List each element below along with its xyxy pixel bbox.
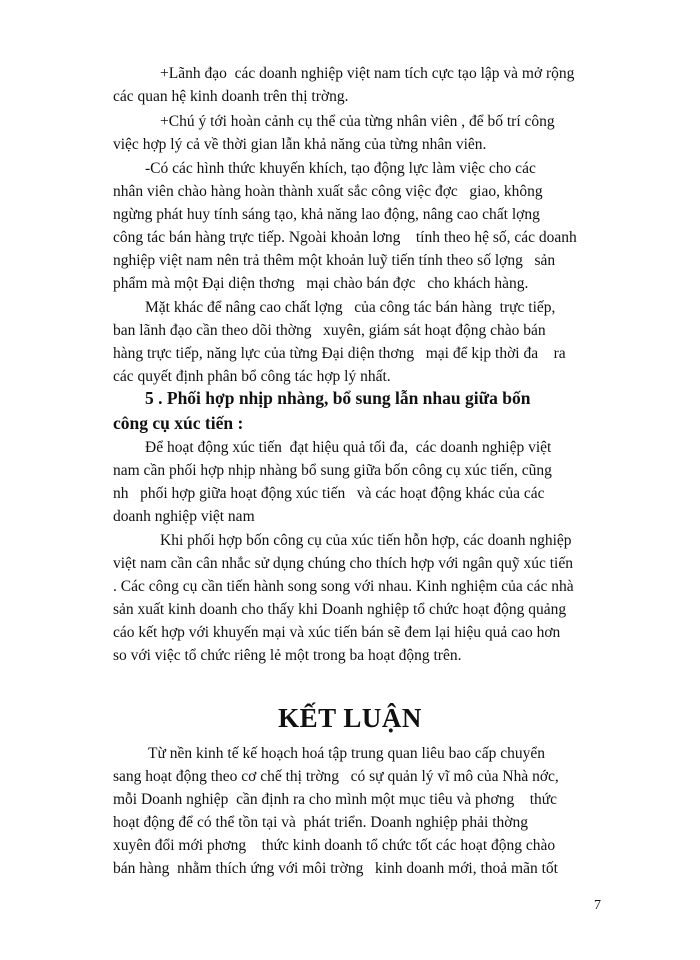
text-line: so với việc tổ chức riêng lẻ một trong ba hoạt động trên.	[113, 647, 462, 664]
text-line: Mặt khác để nâng cao chất lợng của công tác bán hàng trực tiếp,	[145, 299, 556, 316]
section-heading: 5 . Phối hợp nhịp nhàng, bổ sung lẫn nhau giữa bốn	[145, 388, 531, 408]
text-line: . Các công cụ cần tiến hành song song với nhau. Kinh nghiệm của các nhà	[113, 578, 574, 595]
text-line: ban lãnh đạo cần theo dõi thờng xuyên, giám sát hoạt động chào bán	[113, 322, 546, 339]
text-line: Khi phối hợp bốn công cụ của xúc tiến hỗn hợp, các doanh nghiệp	[160, 532, 572, 549]
text-line: +Lãnh đạo các doanh nghiệp việt nam tích cực tạo lập và mở rộng	[160, 65, 575, 82]
text-line: hoạt động để có thể tồn tại và phát triển. Doanh nghiệp phải thờng	[113, 814, 528, 831]
text-line: các quyết định phân bổ công tác hợp lý nhất.	[113, 368, 391, 385]
page-number: 7	[594, 898, 601, 913]
text-line: nghiệp việt nam nên trả thêm một khoản luỹ tiến tính theo số lợng sản	[113, 252, 556, 269]
text-line: bán hàng nhằm thích ứng với môi trờng kinh doanh mới, thoả mãn tốt	[113, 860, 558, 877]
text-line: việt nam cần cân nhắc sử dụng chúng cho thích hợp với ngân quỹ xúc tiến	[113, 555, 573, 572]
text-line: hàng trực tiếp, năng lực của từng Đại diện thơng mại để kịp thời đa ra	[113, 345, 566, 362]
text-line: nh phối hợp giữa hoạt động xúc tiến và các hoạt động khác của các	[113, 485, 545, 502]
text-line: xuyên đổi mới phơng thức kinh doanh tổ chức tốt các hoạt động chào	[113, 837, 556, 854]
text-line: sang hoạt động theo cơ chế thị trờng có sự quản lý vĩ mô của Nhà nớc,	[113, 768, 559, 785]
text-line: các quan hệ kinh doanh trên thị trờng.	[113, 88, 349, 105]
text-line: -Có các hình thức khuyến khích, tạo động lực làm việc cho các	[145, 160, 536, 177]
text-line: mỗi Doanh nghiệp cần định ra cho mình một mục tiêu và phơng thức	[113, 791, 558, 808]
text-line: sản xuất kinh doanh cho thấy khi Doanh nghiệp tổ chức hoạt động quảng	[113, 601, 567, 618]
text-line: công tác bán hàng trực tiếp. Ngoài khoản lơng tính theo hệ số, các doanh	[113, 229, 577, 246]
text-line: Để hoạt động xúc tiến đạt hiệu quả tối đa, các doanh nghiệp việt	[145, 439, 552, 456]
text-line: +Chú ý tới hoàn cảnh cụ thể của từng nhân viên , để bố trí công	[160, 113, 555, 130]
text-line: nam cần phối hợp nhịp nhàng bổ sung giữa bốn công cụ xúc tiến, cũng	[113, 462, 552, 479]
text-line: Từ nền kinh tế kế hoạch hoá tập trung quan liêu bao cấp chuyển	[148, 745, 546, 762]
text-line: việc hợp lý cả về thời gian lẫn khả năng của từng nhân viên.	[113, 136, 487, 153]
text-line: ngừng phát huy tính sáng tạo, khả năng lao động, nâng cao chất lợng	[113, 206, 540, 223]
text-line: doanh nghiệp việt nam	[113, 508, 255, 525]
text-line: nhân viên chào hàng hoàn thành xuất sắc công việc đợc giao, không	[113, 183, 543, 200]
text-line: cáo kết hợp với khuyến mại và xúc tiến bán sẽ đem lại hiệu quả cao hơn	[113, 624, 561, 641]
conclusion-title: KẾT LUẬN	[278, 703, 422, 733]
text-line: phẩm mà một Đại diện thơng mại chào bán đợc cho khách hàng.	[113, 275, 529, 292]
section-heading: công cụ xúc tiến :	[113, 413, 244, 433]
